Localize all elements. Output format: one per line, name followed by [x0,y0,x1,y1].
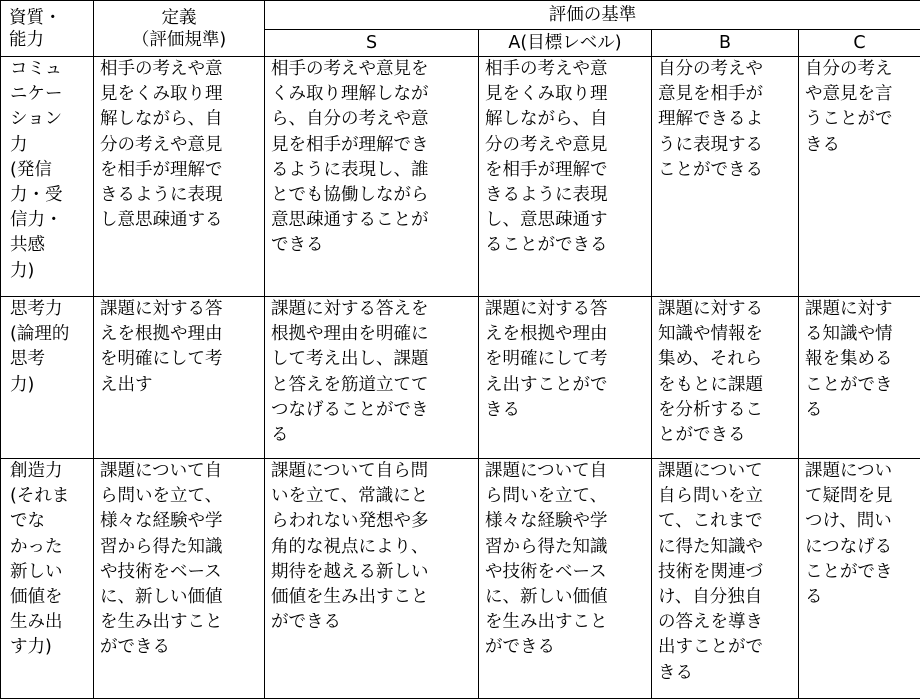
criteria-c-cell [799,297,920,459]
header-level-b [652,30,799,57]
definition-text: 相手の考えや意 見をくみ取り理 解しながら、自 分の考えや意見 を相手が理解で きるように表現 し意思疎通する [100,59,223,231]
criteria-s-text: 課題に対する答えを 根拠や理由を明確に して考え出し、課題 と答えを筋道立てて つなげることができ る [271,299,429,446]
header-level-s [265,30,479,57]
header-definition [94,1,265,57]
competency-cell [1,297,94,459]
level-c-label: C [853,33,866,53]
criteria-c-text: 課題に対す る知識や情 報を集める ことができ る [805,299,893,420]
criteria-c-cell [799,459,920,699]
criteria-c-cell [799,57,920,297]
definition-cell [94,459,265,699]
criteria-a-cell [479,459,652,699]
criteria-a-text: 課題に対する答 えを根拠や理由 を明確にして考 え出すことがで きる [485,299,608,420]
criteria-a-text: 相手の考えや意 見をくみ取り理 解しながら、自 分の考えや意見 を相手が理解で きるように表現 し、意思疎通す ることができる [485,59,608,256]
definition-text: 課題について自 ら問いを立て、 様々な経験や学 習から得た知識 や技術をベース に、新しい価値 を生み出すこと ができる [100,461,223,658]
criteria-s-text: 相手の考えや意見を くみ取り理解しなが ら、自分の考えや意 見を相手が理解でき るように表現し、誰 とでも協働しながら 意思疎通することが できる [271,59,429,256]
criteria-s-text: 課題について自ら問 いを立て、常識にと らわれない発想や多 角的な視点により、 期待を越える新しい 価値を生み出すこと ができる [271,461,429,633]
criteria-s-cell [265,459,479,699]
header-criteria [265,1,920,30]
criteria-b-cell [652,297,799,459]
rubric-row-thinking [1,297,920,459]
criteria-a-cell [479,297,652,459]
criteria-b-text: 課題について 自ら問いを立 て、これまで に得た知識や 技術を関連づ け、自分独自 の答えを導き 出すことがで きる [658,461,763,683]
criteria-a-cell [479,57,652,297]
competency-cell [1,459,94,699]
rubric-row-communication [1,57,920,297]
header-criteria-label: 評価の基準 [548,5,637,25]
criteria-a-text: 課題について自 ら問いを立て、 様々な経験や学 習から得た知識 や技術をベース に、新しい価値 を生み出すこと ができる [485,461,608,658]
level-s-label: S [365,33,378,53]
criteria-b-cell [652,459,799,699]
definition-cell [94,57,265,297]
criteria-c-text: 自分の考え や意見を言 うことがで きる [805,59,893,155]
rubric-row-creativity [1,459,920,699]
competency-text: コミュ ニケー ション 力 (発信 力・受 信力・ 共感 力) [10,59,63,281]
criteria-c-text: 課題につい て疑問を見 つけ、問い につなげる ことができ る [805,461,893,608]
level-a-label: A(目標レベル) [508,33,622,53]
criteria-s-cell [265,297,479,459]
definition-text: 課題に対する答 えを根拠や理由 を明確にして考 え出す [100,299,223,395]
header-competency [1,1,94,57]
criteria-b-text: 課題に対する 知識や情報を 集め、それら をもとに課題 を分析するこ とができる [658,299,763,446]
competency-text: 創造力 (それま でな かった 新しい 価値を 生み出 す力) [10,461,70,658]
criteria-s-cell [265,57,479,297]
header-level-a [479,30,652,57]
header-level-c [799,30,920,57]
competency-text: 思考力 (論理的 思考 力) [10,299,70,395]
header-competency-label: 資質・ 能力 [9,7,62,50]
criteria-b-cell [652,57,799,297]
definition-cell [94,297,265,459]
criteria-b-text: 自分の考えや 意見を相手が 理解できるよ うに表現する ことができる [658,59,763,180]
competency-cell [1,57,94,297]
header-definition-label: 定義 （評価規準) [131,7,227,50]
level-b-label: B [718,33,731,53]
header-row-1 [1,1,920,30]
